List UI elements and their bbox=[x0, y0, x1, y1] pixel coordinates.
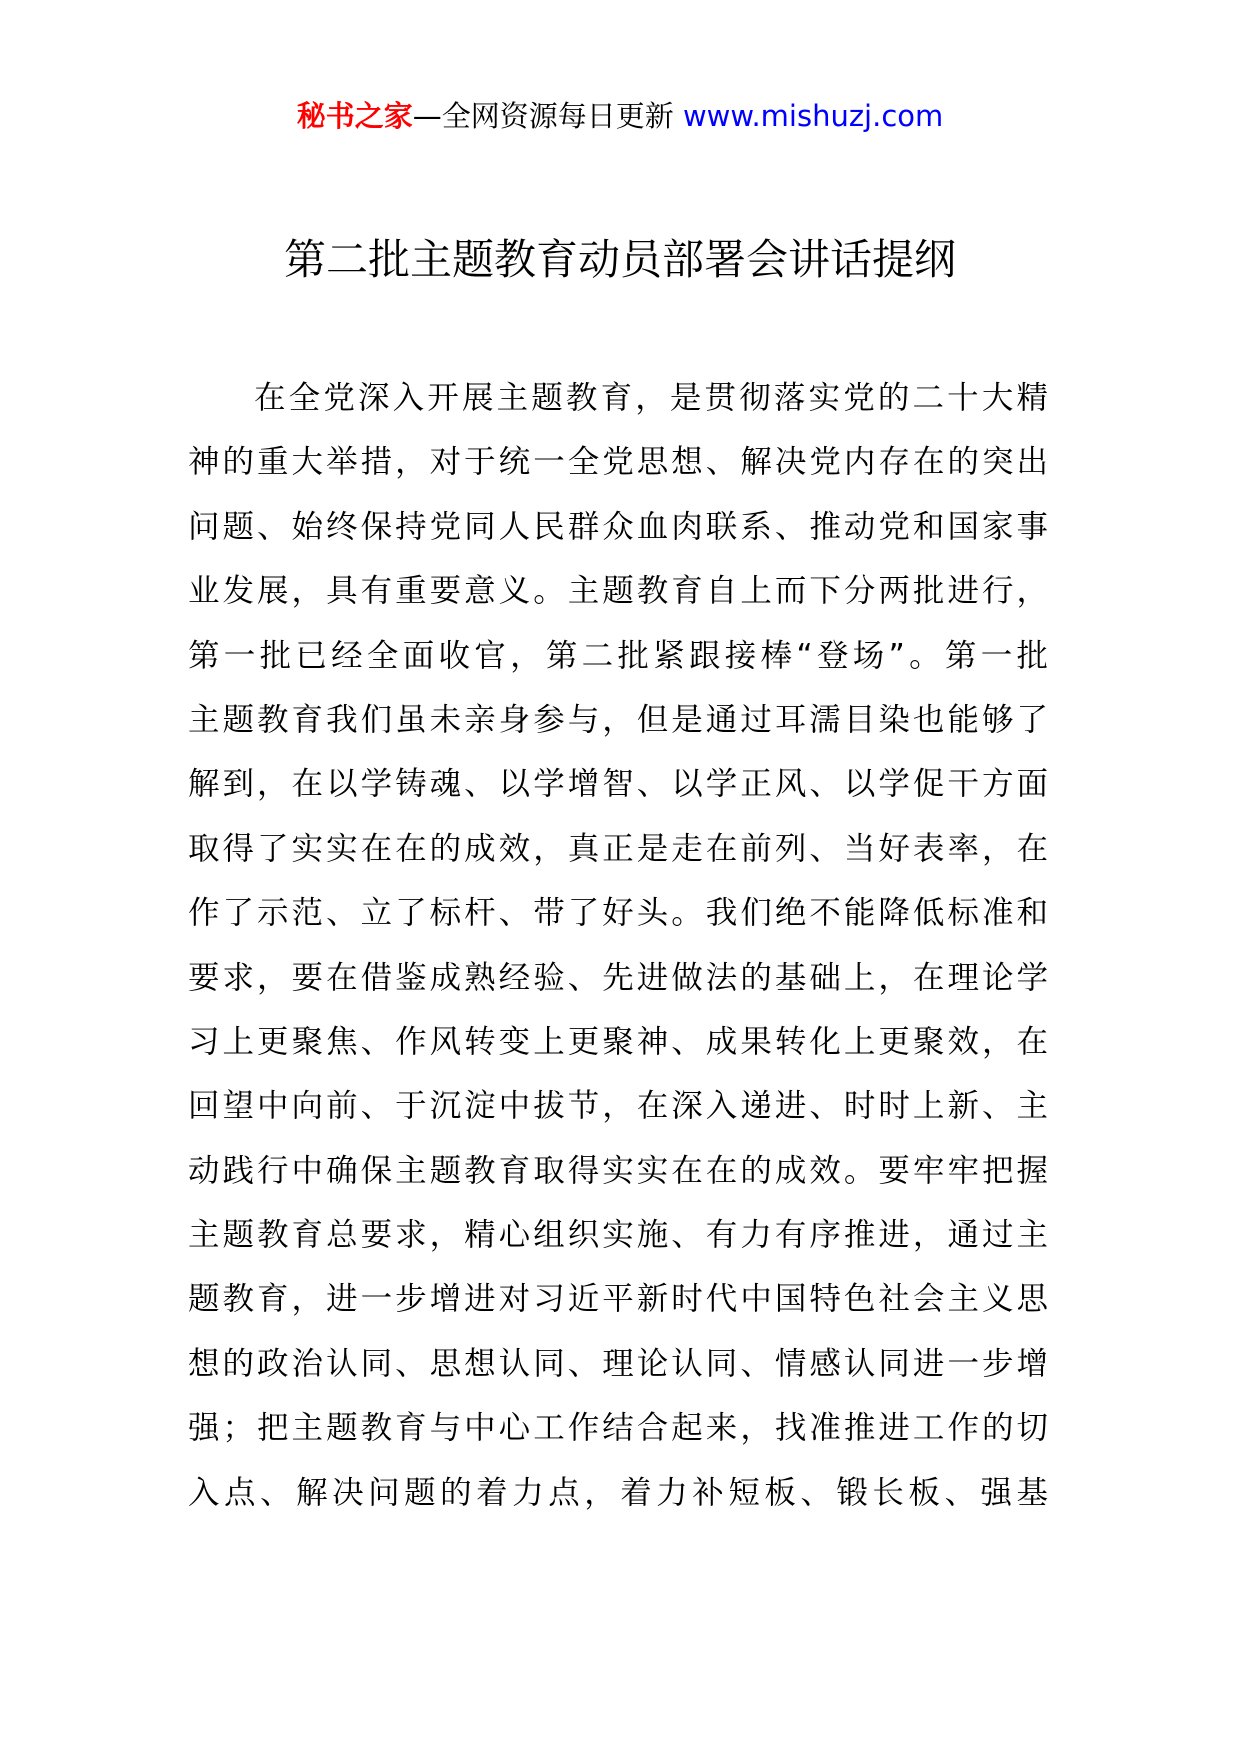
paragraph-line: 在全党深入开展主题教育，是贯彻落实党的二十大精 bbox=[254, 380, 1048, 416]
site-banner bbox=[0, 96, 1240, 136]
paragraph-line: 习上更聚焦、作风转变上更聚神、成果转化上更聚效，在 bbox=[188, 1023, 1048, 1060]
site-slogan: —全网资源每日更新 bbox=[412, 99, 683, 133]
site-url-link[interactable]: www.mishuzj.com bbox=[682, 99, 944, 133]
paragraph-line: 解到，在以学铸魂、以学增智、以学正风、以学促干方面 bbox=[188, 766, 1048, 803]
paragraph-line: 问题、始终保持党同人民群众血肉联系、推动党和国家事 bbox=[188, 508, 1048, 545]
paragraph-line: 第一批已经全面收官，第二批紧跟接棒“登场”。第一批 bbox=[188, 637, 1048, 674]
paragraph-line: 动践行中确保主题教育取得实实在在的成效。要牢牢把握 bbox=[188, 1152, 1048, 1189]
paragraph-line: 业发展，具有重要意义。主题教育自上而下分两批进行， bbox=[188, 573, 1048, 610]
paragraph-line: 取得了实实在在的成效，真正是走在前列、当好表率，在 bbox=[188, 830, 1048, 867]
paragraph-line: 要求，要在借鉴成熟经验、先进做法的基础上，在理论学 bbox=[188, 959, 1048, 996]
document-title: 第二批主题教育动员部署会讲话提纲 bbox=[283, 235, 956, 284]
paragraph-line: 强；把主题教育与中心工作结合起来，找准推进工作的切 bbox=[188, 1410, 1048, 1447]
body-paragraph bbox=[188, 366, 1048, 1525]
paragraph-line: 主题教育我们虽未亲身参与，但是通过耳濡目染也能够了 bbox=[188, 701, 1048, 738]
paragraph-line: 题教育，进一步增进对习近平新时代中国特色社会主义思 bbox=[188, 1281, 1048, 1318]
paragraph-line: 作了示范、立了标杆、带了好头。我们绝不能降低标准和 bbox=[188, 895, 1048, 932]
site-brand: 秘书之家 bbox=[296, 99, 413, 133]
paragraph-line: 主题教育总要求，精心组织实施、有力有序推进，通过主 bbox=[188, 1217, 1048, 1254]
paragraph-line: 想的政治认同、思想认同、理论认同、情感认同进一步增 bbox=[188, 1345, 1048, 1382]
paragraph-line: 神的重大举措，对于统一全党思想、解决党内存在的突出 bbox=[188, 444, 1048, 481]
paragraph-line: 回望中向前、于沉淀中拔节，在深入递进、时时上新、主 bbox=[188, 1088, 1048, 1125]
paragraph-line: 入点、解决问题的着力点，着力补短板、锻长板、强基 bbox=[188, 1474, 1048, 1511]
